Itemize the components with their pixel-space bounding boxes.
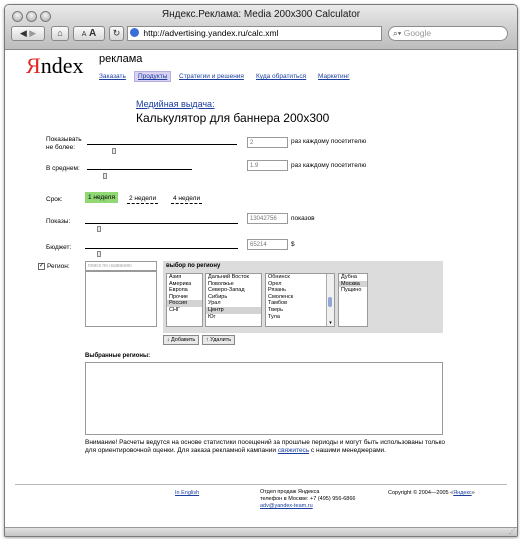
scroll-down-arrow-icon[interactable]: ▾ [329,320,332,326]
breadcrumb-link[interactable]: Медийная выдача: [136,99,215,109]
site-globe-icon [130,28,139,37]
copyright-yandex-link[interactable]: Яндекс [453,490,472,496]
footer-divider [15,484,507,485]
page-title: Калькулятор для баннера 200x300 [136,111,330,125]
title-bar [5,5,517,50]
sales-line-2: телефон в Москве: +7 (495) 956-6866 [260,496,356,502]
copyright [388,490,475,497]
nav-link-products[interactable]: Продукты [134,71,171,82]
budget-slider-track[interactable] [85,248,238,249]
region-list-continents[interactable] [166,273,203,327]
sales-line-1: Отдел продаж Яндекса [260,489,320,495]
url-text[interactable]: http://advertising.yandex.ru/calc.xml [143,28,279,38]
notice-text [85,439,445,455]
list-item[interactable]: Америка [169,280,192,287]
resize-grip-icon[interactable]: ⋰ [509,529,515,535]
list-item[interactable]: Пущино [341,287,362,294]
average-input[interactable]: 1.9 [247,160,288,171]
reload-icon: ↻ [112,28,121,38]
average-label: В среднем: [46,165,80,172]
list-item[interactable]: Северо-Запад [208,287,245,294]
nav-link-marketing[interactable]: Маркетинг [318,73,350,80]
list-item[interactable]: Россия [167,300,202,307]
notice-text-after: с нашими менеджерами. [309,447,386,454]
period-2-weeks[interactable]: 2 недели [129,195,157,202]
region-search-results[interactable] [85,271,157,327]
notice-text-before: Внимание! Расчеты ведутся на основе статистики посещений за прошлые периоды и могут быть использованы только для ориентировочной оценки. Для заказа рекламной кампании [85,439,446,454]
region-list-areas[interactable] [265,273,335,327]
impressions-slider-track[interactable] [85,223,238,224]
list-item[interactable]: Тамбов [268,300,288,307]
selected-regions-label: Выбранные регионы: [85,353,151,359]
scrollbar-thumb[interactable] [328,297,332,307]
copyright-suffix: » [471,490,475,496]
show-max-slider-thumb[interactable] [112,148,116,154]
list-item[interactable]: Тверь [268,306,283,313]
period-1-week[interactable]: 1 неделя [85,192,118,203]
text-larger-label[interactable]: A [88,28,97,39]
region-list-cities[interactable] [338,273,368,327]
list-item[interactable]: Азия [169,274,182,280]
impressions-label: Показы: [46,218,71,225]
text-smaller-label[interactable]: A [81,31,87,38]
status-bar [5,527,517,536]
list-item[interactable]: Дальний Восток [208,274,249,280]
copyright-prefix: Copyright © 2004—2005 « [388,490,454,496]
list-item[interactable]: СНГ [169,306,180,313]
show-max-label: Показывать не более: [46,136,82,151]
region-picker-panel [163,261,443,333]
back-arrow-icon[interactable]: ◀ [19,28,27,38]
list-item[interactable]: Дубна [341,274,357,280]
region-picker-title: выбор по региону [166,263,221,269]
budget-slider-thumb[interactable] [97,251,101,257]
list-item[interactable]: Урал [208,300,221,307]
window-title: Яндекс.Реклама: Media 200x300 Calculator [161,9,361,20]
region-list-districts[interactable] [205,273,262,327]
show-max-unit: раз каждому посетителю [291,138,367,145]
search-placeholder[interactable]: Google [403,28,432,38]
text-size-buttons[interactable] [73,26,105,41]
english-link[interactable]: In English [175,490,200,496]
list-item[interactable]: Рязань [268,287,286,294]
term-label: Срок: [46,196,63,203]
average-unit: раз каждому посетителю [291,162,367,169]
list-item[interactable]: Прочие [169,293,188,300]
section-title: реклама [99,53,143,65]
list-item[interactable]: Сибирь [208,293,228,300]
sales-email-link[interactable]: adv@yandex-team.ru [260,503,313,509]
reload-button[interactable] [109,26,124,41]
nav-link-strategies[interactable]: Стратегии и решения [179,73,244,80]
region-search-input[interactable]: поиск по названию [85,261,157,271]
show-max-input[interactable]: 2 [247,137,288,148]
selected-regions-list[interactable] [85,362,443,435]
list-item[interactable]: Центр [206,307,261,314]
home-button[interactable] [51,26,69,41]
budget-unit: $ [291,241,295,248]
list-item[interactable]: Поволжье [208,280,234,287]
list-item[interactable]: Юг [208,313,216,320]
home-icon: ⌂ [57,28,63,38]
list-item[interactable]: Европа [169,287,188,294]
impressions-unit: показов [291,215,315,222]
remove-region-button[interactable]: ↑ Удалить [202,335,235,345]
list-item[interactable]: Москва [339,281,367,288]
logo-letter: Я [26,53,41,78]
browser-window [4,4,518,537]
logo-text: ndex [40,53,84,78]
budget-input[interactable]: 65214 [247,239,288,250]
list-item[interactable]: Смоленск [268,293,294,300]
average-slider-thumb [103,173,107,179]
contact-link[interactable]: свяжитесь [277,447,310,454]
region-checkbox[interactable] [38,263,45,270]
budget-label: Бюджет: [46,244,72,251]
search-icon: ⌕▾ [393,28,402,38]
region-label: Регион: [47,263,70,270]
period-4-weeks[interactable]: 4 недели [173,195,201,202]
back-forward-buttons[interactable] [11,26,45,41]
nav-link-order[interactable]: Заказать [99,73,126,80]
impressions-slider-thumb[interactable] [97,226,101,232]
forward-arrow-icon[interactable]: ▶ [29,28,37,38]
checkmark-icon: ✓ [39,263,45,269]
average-slider-track [87,169,192,170]
add-region-button[interactable]: ↓ Добавить [163,335,199,345]
yandex-logo[interactable] [26,53,83,79]
list-item[interactable]: Обнинск [268,274,290,280]
search-bar[interactable] [388,26,508,41]
region-list-scrollbar[interactable] [326,274,334,326]
nav-link-contacts[interactable]: Куда обратиться [256,73,307,80]
impressions-input[interactable]: 13042756 [247,213,288,224]
list-item[interactable]: Орел [268,280,282,287]
list-item[interactable]: Тула [268,313,280,320]
show-max-slider-track[interactable] [87,144,237,145]
address-bar[interactable] [127,26,382,41]
sales-contacts [260,489,355,510]
